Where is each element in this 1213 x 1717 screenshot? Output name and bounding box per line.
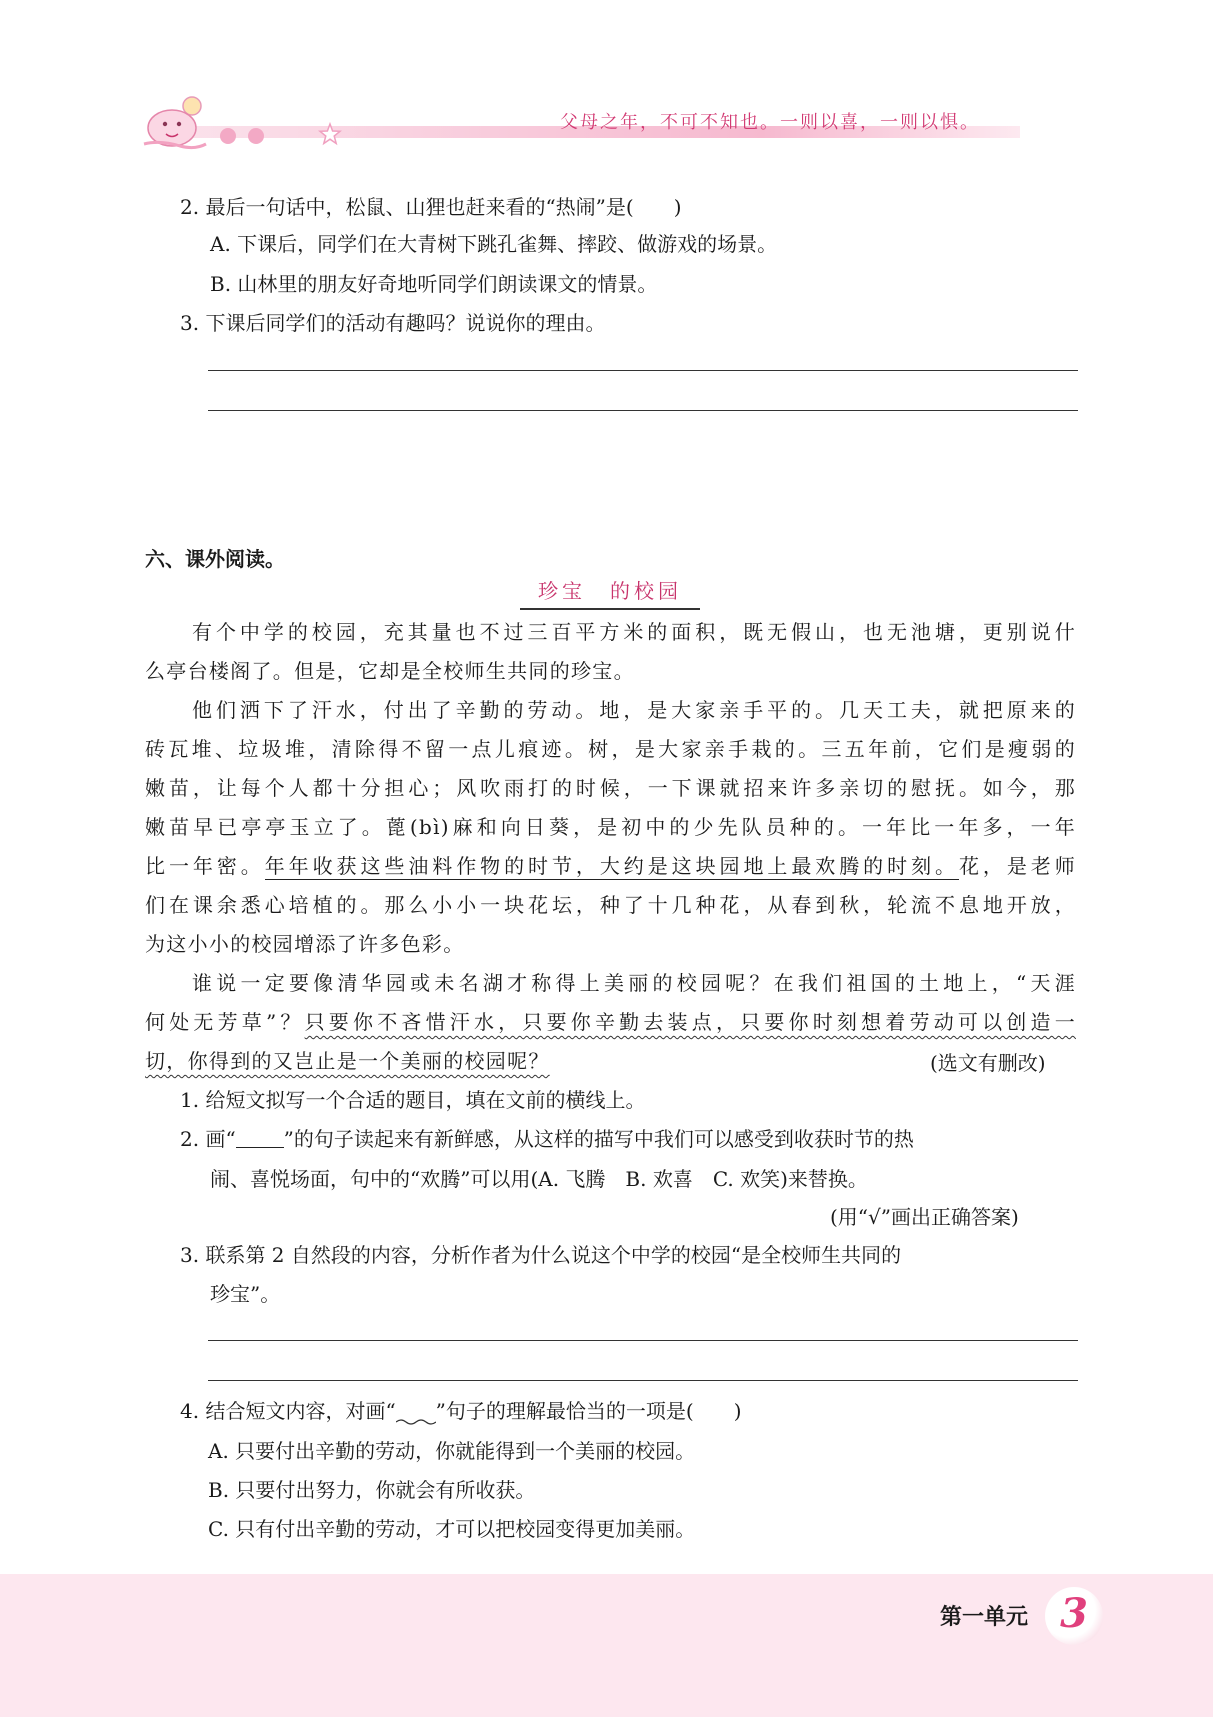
- passage-text: 花，是老师: [958, 854, 1077, 878]
- passage-line-with-wavy: [145, 1003, 1076, 1042]
- question-text: 4. 结合短文内容，对画“: [180, 1399, 396, 1423]
- question-3-stem: 3. 下课后同学们的活动有趣吗？说说你的理由。: [180, 311, 606, 335]
- page-number: 3: [1060, 1590, 1088, 1637]
- question-1: 1. 给短文拟写一个合适的题目，填在文前的横线上。: [180, 1088, 646, 1112]
- header-dot: [248, 128, 264, 144]
- header-dot: [220, 128, 236, 144]
- underlined-sentence: 年年收获这些油料作物的时节，大约是这块园地上最欢腾的时刻。: [264, 854, 959, 878]
- question-2-option-a: A. 下课后，同学们在大青树下跳孔雀舞、摔跤、做游戏的场景。: [210, 232, 778, 256]
- passage-line: 谁说一定要像清华园或未名湖才称得上美丽的校园呢？在我们祖国的土地上，“天涯: [192, 971, 1076, 995]
- section-title: 六、课外阅读。: [145, 547, 285, 571]
- underline-sample: [236, 1129, 284, 1148]
- question-4-option-c[interactable]: C. 只有付出辛勤的劳动，才可以把校园变得更加美丽。: [208, 1517, 696, 1541]
- unit-label: 第一单元: [940, 1605, 1029, 1630]
- wavy-underlined-sentence: 切，你得到的又岂止是一个美丽的校园呢？: [145, 1049, 550, 1073]
- passage-line: 他们洒下了汗水，付出了辛勤的劳动。地，是大家亲手平的。几天工夫，就把原来的: [192, 698, 1076, 722]
- header-proverb: 父母之年，不可不知也。一则以喜，一则以惧。: [560, 112, 980, 133]
- passage-line-with-wavy: [145, 1042, 550, 1081]
- answer-line[interactable]: [208, 370, 1078, 371]
- footer-band: [0, 1574, 1213, 1717]
- question-2-line-2[interactable]: 闹、喜悦场面，句中的“欢腾”可以用(A. 飞腾 B. 欢喜 C. 欢笑)来替换。: [210, 1167, 868, 1191]
- passage-line: 砖瓦堆、垃圾堆，清除得不留一点儿痕迹。树，是大家亲手栽的。三五年前，它们是瘦弱的: [145, 737, 1076, 761]
- question-4-stem: [180, 1397, 742, 1425]
- question-3-line-2: 珍宝”。: [210, 1282, 281, 1306]
- question-3-line-1: 3. 联系第 2 自然段的内容，分析作者为什么说这个中学的校园“是全校师生共同的: [180, 1243, 902, 1267]
- passage-line: 嫩苗早已亭亭玉立了。蓖(bì)麻和向日葵，是初中的少先队员种的。一年比一年多，一年: [145, 815, 1076, 839]
- passage-line: 嫩苗，让每个人都十分担心；风吹雨打的时候，一下课就招来许多亲切的慰抚。如今，那: [145, 776, 1076, 800]
- passage-line: 么亭台楼阁了。但是，它却是全校师生共同的珍宝。: [145, 659, 635, 683]
- answer-line[interactable]: [208, 1380, 1078, 1381]
- question-2-option-b: B. 山林里的朋友好奇地听同学们朗读课文的情景。: [210, 272, 658, 296]
- passage-line: 们在课余悉心培植的。那么小小一块花坛，种了十几种花，从春到秋，轮流不息地开放，: [145, 893, 1076, 917]
- passage-text: 何处无芳草”？: [145, 1010, 305, 1034]
- passage-line: 有个中学的校园，充其量也不过三百平方米的面积，既无假山，也无池塘，更别说什: [192, 620, 1076, 644]
- answer-line[interactable]: [208, 1340, 1078, 1341]
- question-text: 2. 画“: [180, 1127, 236, 1151]
- question-2-note: (用“√”画出正确答案): [830, 1205, 1019, 1229]
- question-text: ”句子的理解最恰当的一项是( ): [435, 1399, 742, 1423]
- mascot-icon: [140, 92, 210, 152]
- question-2-stem: 2. 最后一句话中，松鼠、山狸也赶来看的“热闹”是( ): [180, 195, 682, 219]
- question-text: ”的句子读起来有新鲜感，从这样的描写中我们可以感受到收获时节的热: [283, 1127, 914, 1151]
- question-4-option-a[interactable]: A. 只要付出辛勤的劳动，你就能得到一个美丽的校园。: [208, 1439, 696, 1463]
- passage-line: 为这小小的校园增添了许多色彩。: [145, 932, 465, 956]
- wavy-underline-sample: [396, 1402, 436, 1420]
- wavy-underlined-sentence: 只要你不吝惜汗水，只要你辛勤去装点，只要你时刻想着劳动可以创造一: [304, 1010, 1076, 1034]
- source-note: (选文有删改): [930, 1051, 1046, 1075]
- passage-text: 比一年密。: [145, 854, 265, 878]
- star-icon: [318, 122, 342, 146]
- passage-title[interactable]: 珍宝 的校园: [520, 575, 700, 610]
- question-2-line-1: [180, 1125, 914, 1153]
- question-4-option-b[interactable]: B. 只要付出努力，你就会有所收获。: [208, 1478, 536, 1502]
- answer-line[interactable]: [208, 410, 1078, 411]
- passage-line-with-underline: [145, 847, 1076, 886]
